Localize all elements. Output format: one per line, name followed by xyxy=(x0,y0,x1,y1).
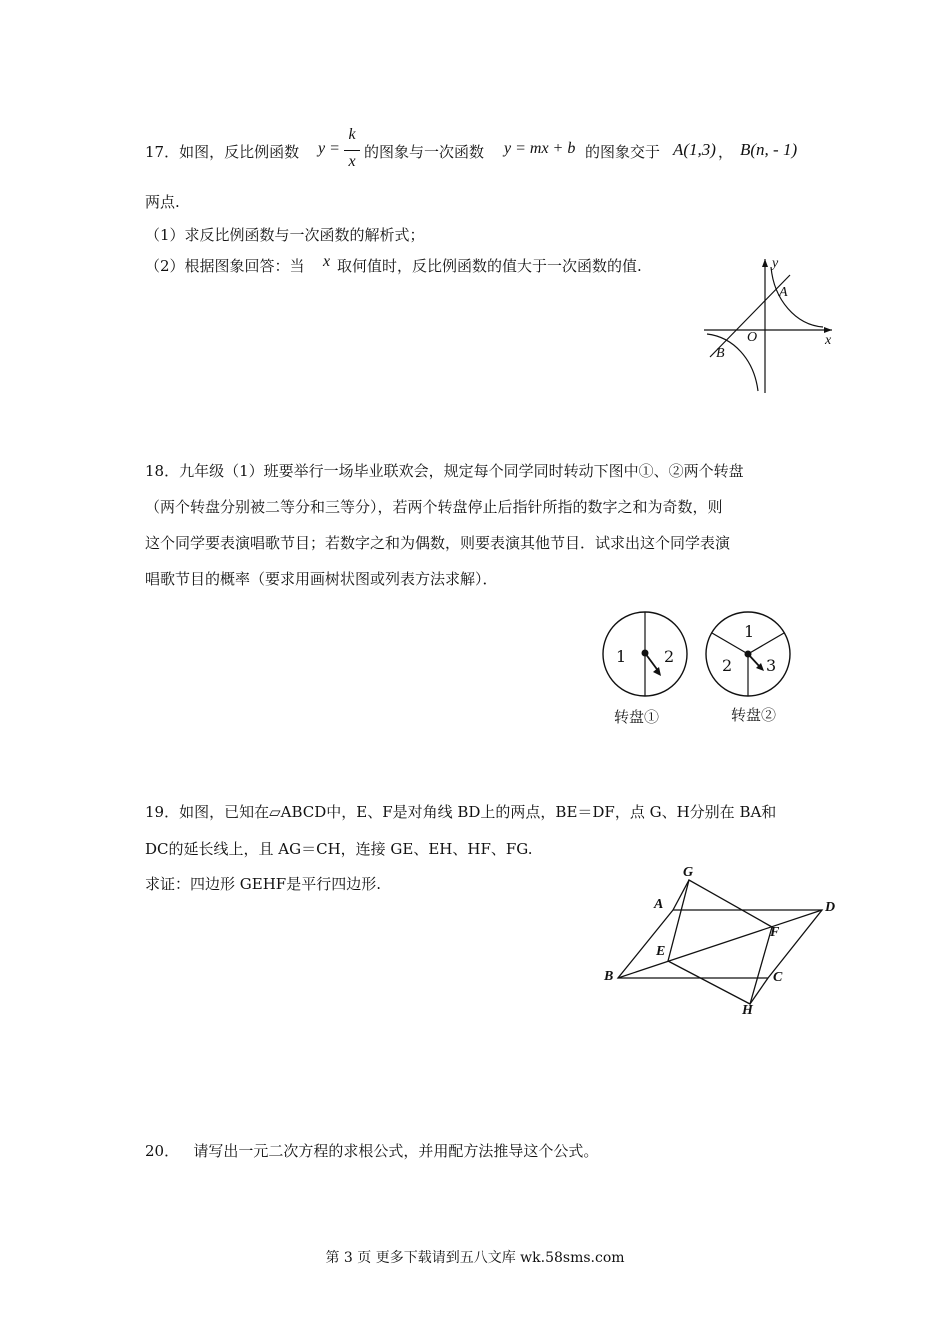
q18-spinners-figure xyxy=(600,610,800,700)
q17-function-graph xyxy=(700,255,840,395)
q18-line-3: 这个同学要表演唱歌节目；若数字之和为偶数，则要表演其他节目．试求出这个同学表演 xyxy=(145,534,731,552)
graph-label-b: B xyxy=(716,346,725,361)
q20-line-1: 20． 请写出一元二次方程的求根公式，并用配方法推导这个公式。 xyxy=(145,1142,599,1160)
q18-line-2: （两个转盘分别被二等分和三等分），若两个转盘停止后指针所指的数字之和为奇数，则 xyxy=(145,498,723,516)
q17-fraction-denominator: x xyxy=(348,153,356,170)
figure-label-b: B xyxy=(604,969,614,984)
figure-label-g: G xyxy=(683,865,694,880)
figure-label-e: E xyxy=(656,944,666,959)
graph-label-x: x xyxy=(825,333,832,348)
graph-label-a: A xyxy=(779,285,788,300)
spinner-2-number-2: 2 xyxy=(722,656,733,675)
q17-comma: ， xyxy=(718,143,734,161)
quadrilateral-gehf xyxy=(668,880,772,1004)
q17-subquestion-1: （1）求反比例函数与一次函数的解析式； xyxy=(145,226,425,244)
figure-label-f: F xyxy=(770,925,780,940)
spinner-1-number-2: 2 xyxy=(664,647,675,666)
spinner-2-number-3: 3 xyxy=(766,656,777,675)
figure-label-d: D xyxy=(825,900,836,915)
figure-label-h: H xyxy=(742,1003,753,1018)
spinner-2-number-1: 1 xyxy=(744,622,755,641)
graph-label-o: O xyxy=(747,330,758,345)
graph-y-arrow xyxy=(762,259,768,267)
q17-subquestion-2-var: x xyxy=(323,253,331,270)
extension-ag xyxy=(673,880,689,910)
spinner-2-caption: 转盘② xyxy=(731,706,777,724)
figure-label-c: C xyxy=(773,970,783,985)
spinner-1-number-1: 1 xyxy=(616,647,627,666)
q17-intro: 17．如图，反比例函数 xyxy=(145,143,300,161)
spinner-1-caption: 转盘① xyxy=(614,708,660,726)
spinner-2-divider-left xyxy=(712,633,748,654)
q17-point-b: B(n, - 1) xyxy=(740,140,798,159)
q17-point-a: A(1,3) xyxy=(673,140,716,159)
q17-fraction-bar xyxy=(344,150,360,151)
q19-line-3: 求证：四边形 GEHF是平行四边形. xyxy=(145,875,381,893)
spinner-2-pointer xyxy=(748,654,760,667)
extension-ch xyxy=(750,978,768,1004)
q18-line-1: 18．九年级（1）班要举行一场毕业联欢会，规定每个同学同时转动下图中①、②两个转盘 xyxy=(145,462,744,480)
page-footer: 第 3 页 更多下载请到五八文库 wk.58sms.com xyxy=(325,1250,625,1266)
diagonal-bd xyxy=(618,910,822,978)
q17-subquestion-2-start: （2）根据图象回答：当 xyxy=(145,257,305,275)
graph-label-y: y xyxy=(772,256,779,271)
q19-parallelogram-figure xyxy=(600,860,840,1025)
q17-fraction-numerator: k xyxy=(348,126,356,143)
q17-linear-function: y = mx + b xyxy=(504,140,576,157)
q19-line-1: 19．如图，已知在▱ABCD中，E、F是对角线 BD上的两点，BE＝DF，点 G、H分别在 BA和 xyxy=(145,803,777,821)
q17-subquestion-2-end: 取何值时，反比例函数的值大于一次函数的值. xyxy=(337,257,642,275)
q19-line-2: DC的延长线上，且 AG＝CH，连接 GE、EH、HF、FG. xyxy=(145,840,533,858)
q17-y-equals: y = xyxy=(318,140,340,157)
q17-line2: 两点. xyxy=(145,193,180,211)
q18-line-4: 唱歌节目的概率（要求用画树状图或列表方法求解）． xyxy=(145,570,498,588)
q17-text-mid1: 的图象与一次函数 xyxy=(364,143,485,161)
figure-label-a: A xyxy=(654,897,664,912)
q17-text-mid2: 的图象交于 xyxy=(585,143,661,161)
